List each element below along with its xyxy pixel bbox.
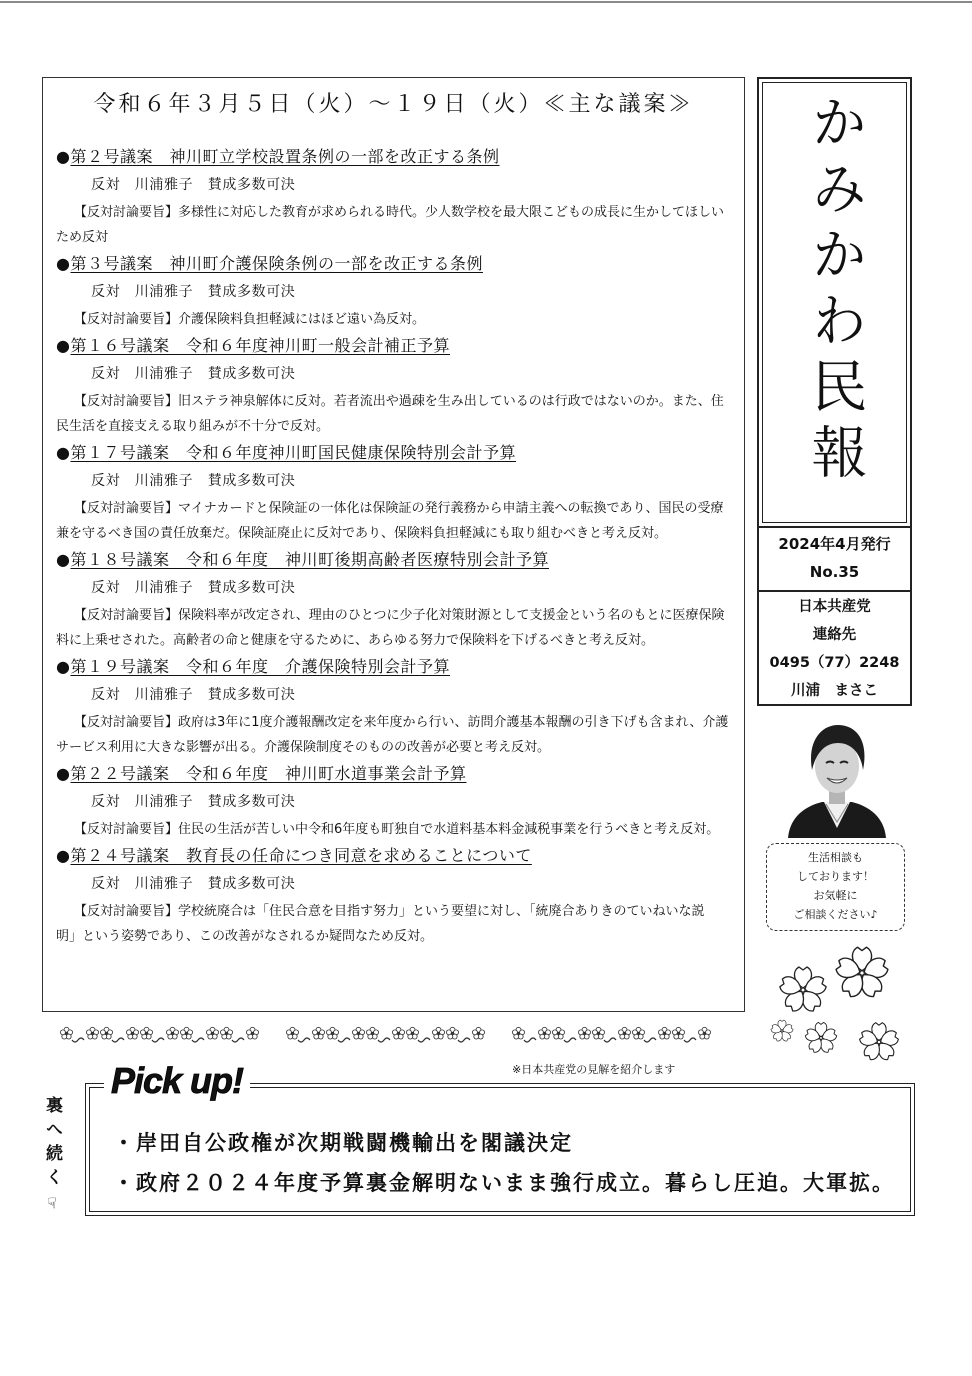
mini-flower-icon [60,1027,72,1039]
flower-stem-squiggle [524,1038,536,1042]
agenda-item [56,842,736,949]
mini-flower-icon [446,1027,458,1039]
flower-stem-squiggle [298,1038,310,1042]
item-vote-result: 反対 川浦雅子 賛成多数可決 [91,876,296,892]
mini-flower-icon [140,1027,152,1039]
mini-flower-icon [86,1027,98,1039]
discussion-line: 【反対討論要旨】政府は3年に1度介護報酬改定を来年度から行い、訪問介護基本報酬の引き下げも含まれ、介護 [74,715,729,730]
bullet-icon: ● [56,254,71,273]
item-discussion [56,710,736,760]
item-vote-result: 反対 川浦雅子 賛成多数可決 [91,284,296,300]
agenda-item [56,250,736,332]
item-heading [56,653,736,681]
mini-flower-icon [246,1027,258,1039]
flower-stem-squiggle [112,1038,124,1042]
item-vote-result: 反対 川浦雅子 賛成多数可決 [91,687,296,703]
discussion-line: サービス利用に大きな影響が出る。介護保険制度そのものの改善が必要と考え反対。 [56,740,551,755]
issue-date: 2024年4月発行 [778,535,891,553]
mini-flower-icon [100,1027,112,1039]
discussion-line: 民生活を直接支える取り組みが不十分で反対。 [56,419,330,434]
flower-stem-squiggle [458,1038,470,1042]
mini-flower-icon [512,1027,524,1039]
bullet-icon: ● [56,657,71,676]
item-discussion [56,200,736,250]
item-heading [56,143,736,171]
item-vote-result: 反対 川浦雅子 賛成多数可決 [91,794,296,810]
mini-flower-icon [432,1027,444,1039]
pickup-points [113,1123,895,1203]
issue-number: No.35 [809,563,860,581]
flower-stem-squiggle [418,1038,430,1042]
flower-stem-squiggle [232,1038,244,1042]
mini-flower-icon [698,1027,710,1039]
bullet-icon: ● [56,550,71,569]
pointing-hand-icon: ☞ [43,1196,61,1210]
bullet-icon: ● [56,147,71,166]
item-title: 第２２号議案 令和６年度 神川町水道事業会計予算 [70,764,467,783]
consultation-line: お気軽に [813,889,858,902]
item-vote-result: 反対 川浦雅子 賛成多数可決 [91,473,296,489]
item-heading [56,439,736,467]
item-heading [56,842,736,870]
flower-stem-squiggle [684,1038,696,1042]
mini-flower-icon [286,1027,298,1039]
bullet-icon: ● [56,336,71,355]
item-title: 第２４号議案 教育長の任命につき同意を求めることについて [70,846,532,865]
item-title: 第２号議案 神川町立学校設置条例の一部を改正する条例 [70,147,500,166]
mini-flower-icon [672,1027,684,1039]
mini-flower-icon [392,1027,404,1039]
flower-stem-squiggle [644,1038,656,1042]
sakura-flower-icon [762,935,912,1070]
item-discussion [56,603,736,653]
item-heading [56,760,736,788]
contact-info [757,590,912,706]
item-vote-result: 反対 川浦雅子 賛成多数可決 [91,177,296,193]
agenda-box [42,77,745,1012]
contact-name: 川浦 まさこ [791,683,878,699]
continue-note: 裏へ続く [42,1096,62,1192]
agenda-item [56,760,736,842]
bullet-icon: ● [56,764,71,783]
masthead-title: かみかわ民報 [802,93,868,489]
flower-stem-squiggle [604,1038,616,1042]
mini-flower-icon [180,1027,192,1039]
item-title: 第１７号議案 令和６年度神川町国民健康保険特別会計予算 [70,443,516,462]
flower-stem-squiggle [152,1038,164,1042]
mini-flower-icon [472,1027,484,1039]
discussion-line: 【反対討論要旨】住民の生活が苦しい中令和6年度も町独自で水道料基本料金減税事業を行うべきと考え反対。 [74,822,720,837]
pickup-note: ※日本共産党の見解を紹介します [512,1063,676,1076]
flower-stem-squiggle [72,1038,84,1042]
bullet-icon: ● [56,846,71,865]
discussion-line: 【反対討論要旨】学校統廃合は「住民合意を目指す努力」という要望に対し、「統廃合ありきのていねいな説 [74,904,705,919]
item-heading [56,250,736,278]
mini-flower-icon [632,1027,644,1039]
agenda-item [56,332,736,439]
consultation-callout [766,843,905,931]
mini-flower-icon [326,1027,338,1039]
discussion-line: 【反対討論要旨】旧ステラ神泉解体に反対。若者流出や過疎を生み出しているのは行政ではないのか。また、住 [74,394,724,409]
item-discussion [56,307,736,332]
issue-info [757,528,912,590]
discussion-line: 【反対討論要旨】多様性に対応した教育が求められる時代。少人数学校を最大限こどもの成長に生かしてほしい [74,205,725,220]
mini-flower-icon [592,1027,604,1039]
mini-flower-icon [552,1027,564,1039]
flower-stem-squiggle [192,1038,204,1042]
consultation-line: 生活相談も [808,851,863,864]
item-title: 第１６号議案 令和６年度神川町一般会計補正予算 [70,336,450,355]
mini-flower-icon [126,1027,138,1039]
discussion-line: ため反対 [56,230,109,245]
flower-stem-squiggle [378,1038,390,1042]
consultation-line: ご相談ください♪ [793,908,878,921]
mini-flower-icon [220,1027,232,1039]
agenda-item [56,546,736,653]
mini-flower-icon [352,1027,364,1039]
agenda-item [56,143,736,250]
agenda-list [56,143,736,949]
pickup-label: Pick up! [104,1058,250,1104]
flower-stem-squiggle [338,1038,350,1042]
flower-border-decoration [55,1022,735,1048]
consultation-line: しております！ [797,870,874,883]
portrait-photo [782,718,892,838]
mini-flower-icon [406,1027,418,1039]
mini-flower-icon [312,1027,324,1039]
bullet-icon: ● [56,443,71,462]
discussion-line: 【反対討論要旨】マイナカードと保険証の一体化は保険証の発行義務から申請主義への転換であり、国民の受療 [74,501,724,516]
contact-label: 連絡先 [812,627,857,643]
scan-edge-line [0,1,972,3]
mini-flower-icon [538,1027,550,1039]
mini-flower-icon [366,1027,378,1039]
agenda-title: 令和６年３月５日（火）～１９日（火）≪主な議案≫ [93,92,694,117]
item-discussion [56,817,736,842]
discussion-line: 料に上乗せされた。高齢者の命と健康を守るために、あらゆる努力で保険料を下げるべきと考え反対。 [56,633,655,648]
flower-stem-squiggle [564,1038,576,1042]
mini-flower-icon [658,1027,670,1039]
item-title: 第１９号議案 令和６年度 介護保険特別会計予算 [70,657,450,676]
item-vote-result: 反対 川浦雅子 賛成多数可決 [91,580,296,596]
item-discussion [56,496,736,546]
item-heading [56,332,736,360]
pickup-point: ・岸田自公政権が次期戦闘機輸出を閣議決定 [113,1131,573,1155]
discussion-line: 兼を守るべき国の責任放棄だ。保険証廃止に反対であり、保険料負担軽減にも取り組むべきと考え反対。 [56,526,668,541]
agenda-item [56,653,736,760]
party-name: 日本共産党 [798,599,871,615]
discussion-line: 【反対討論要旨】介護保険料負担軽減にはほど遠い為反対。 [74,312,426,327]
item-title: 第１８号議案 令和６年度 神川町後期高齢者医療特別会計予算 [70,550,549,569]
contact-phone: 0495（77）2248 [769,655,900,671]
discussion-line: 【反対討論要旨】保険料率が改定され、理由のひとつに少子化対策財源として支援金という名のもとに医療保険 [74,608,725,623]
pickup-point: ・政府２０２４年度予算裏金解明ないまま強行成立。暮らし圧迫。大軍拡。 [113,1171,895,1195]
item-heading [56,546,736,574]
masthead-box [757,77,912,528]
agenda-item [56,439,736,546]
discussion-line: 明」という姿勢であり、この改善がなされるか疑問なため反対。 [56,929,434,944]
item-discussion [56,899,736,949]
item-discussion [56,389,736,439]
mini-flower-icon [206,1027,218,1039]
mini-flower-icon [578,1027,590,1039]
item-vote-result: 反対 川浦雅子 賛成多数可決 [91,366,296,382]
mini-flower-icon [166,1027,178,1039]
item-title: 第３号議案 神川町介護保険条例の一部を改正する条例 [70,254,483,273]
mini-flower-icon [618,1027,630,1039]
